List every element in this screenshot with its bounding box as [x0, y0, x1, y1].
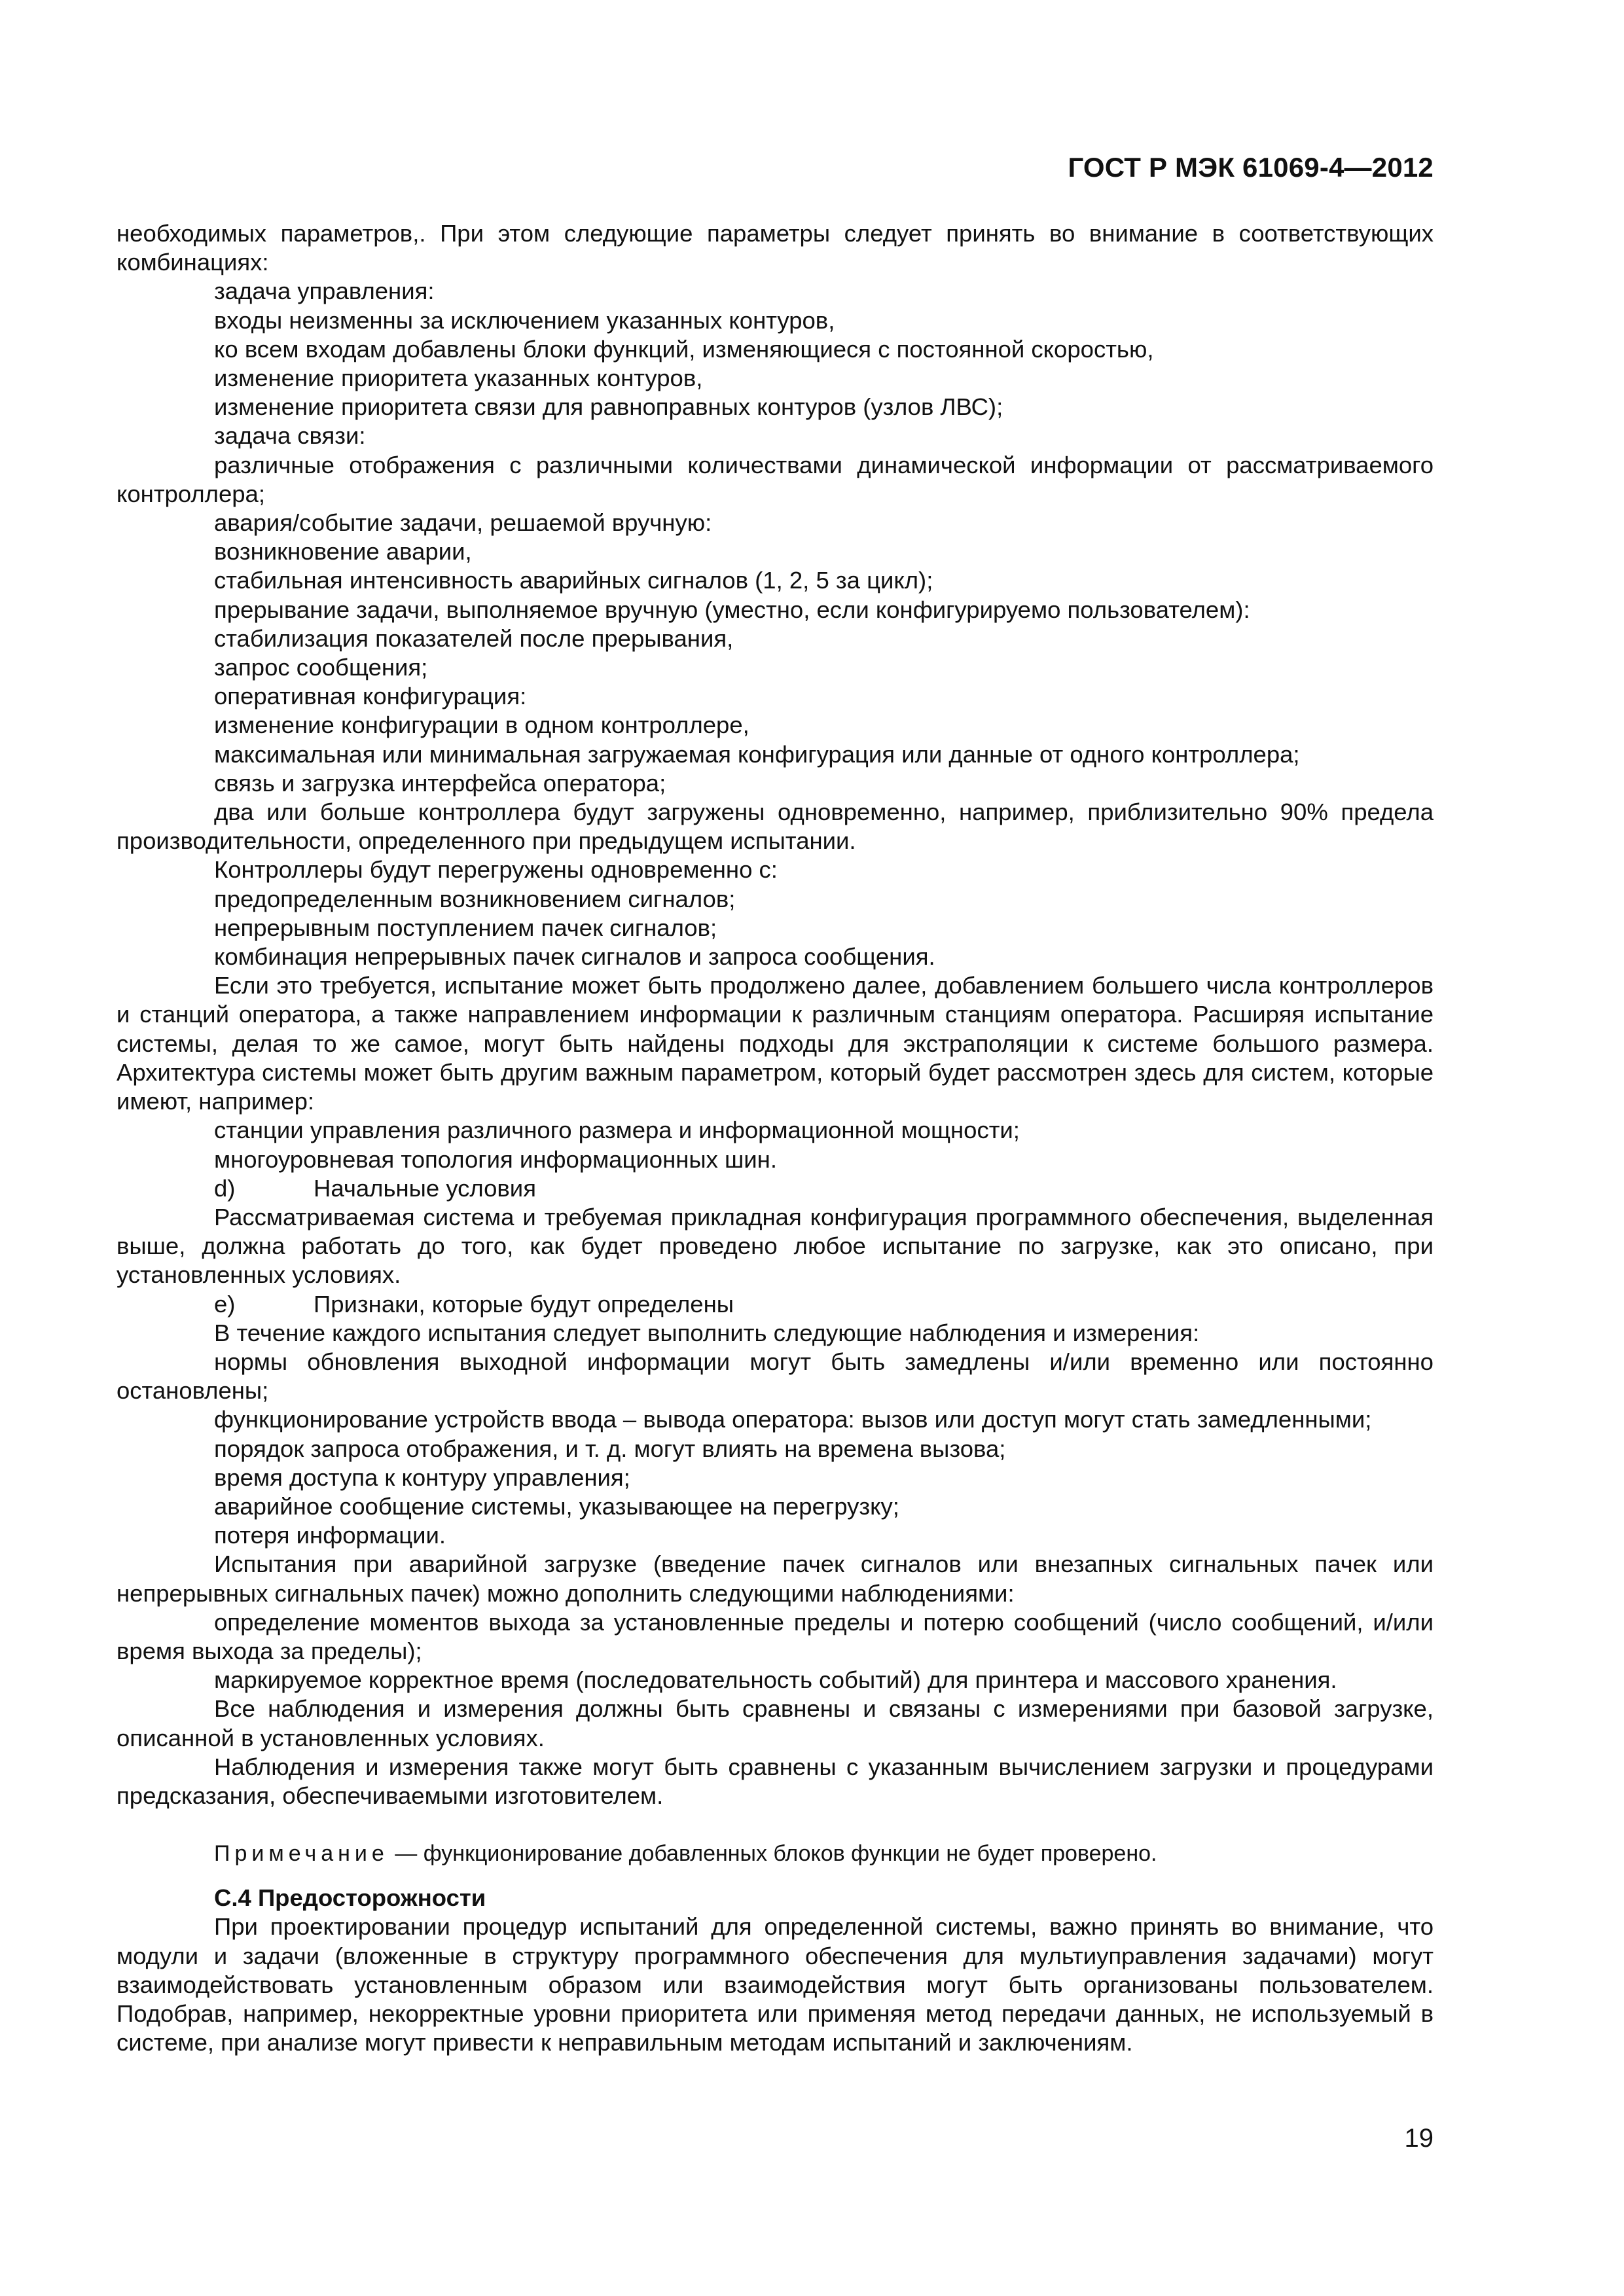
- note: [117, 1839, 1434, 1868]
- note-text: — функционирование добавленных блоков функции не будет проверено.: [395, 1841, 1157, 1867]
- subsection-item: [117, 1174, 1434, 1203]
- paragraph: многоуровневая топология информационных шин.: [214, 1145, 777, 1173]
- paragraph: станции управления различного размера и информационной мощности;: [214, 1117, 1020, 1144]
- paragraph: Испытания при аварийной загрузке (введение пачек сигналов или внезапных сигнальных пачек или непрерывных сигнальных пачек) можно дополнить следующими наблюдениями:: [117, 1551, 1434, 1607]
- paragraph-list: [117, 219, 1434, 1810]
- paragraph: Контроллеры будут перегружены одновременно с:: [214, 856, 778, 884]
- subsection-label: d): [214, 1174, 236, 1202]
- paragraph: предопределенным возникновением сигналов;: [214, 885, 736, 912]
- paragraph: стабильная интенсивность аварийных сигналов (1, 2, 5 за цикл);: [214, 567, 933, 594]
- paragraph: ко всем входам добавлены блоки функций, изменяющиеся с постоянной скоростью,: [214, 335, 1154, 363]
- note-title: Примечание: [214, 1841, 389, 1867]
- document-body: [117, 219, 1434, 2057]
- paragraph: изменение приоритета указанных контуров,: [214, 365, 703, 392]
- paragraph: аварийное сообщение системы, указывающее на перегрузку;: [214, 1492, 899, 1520]
- paragraph: задача связи:: [214, 422, 366, 450]
- document-header: ГОСТ Р МЭК 61069-4—2012: [1068, 152, 1434, 183]
- paragraph: Все наблюдения и измерения должны быть сравнены и связаны с измерениями при базовой загрузке, описанной в установленных условиях.: [117, 1695, 1434, 1751]
- paragraph: непрерывным поступлением пачек сигналов;: [214, 914, 717, 941]
- paragraph: маркируемое корректное время (последовательность событий) для принтера и массового хранения.: [214, 1666, 1337, 1694]
- paragraph: необходимых параметров,. При этом следующие параметры следует принять во внимание в соответствующих комбинациях:: [117, 220, 1434, 276]
- paragraph: два или больше контроллера будут загружены одновременно, например, приблизительно 90% предела производительности, определенного при предыдущем испытании.: [117, 798, 1434, 855]
- paragraph: потеря информации.: [214, 1522, 446, 1549]
- paragraph: В течение каждого испытания следует выполнить следующие наблюдения и измерения:: [214, 1319, 1200, 1346]
- paragraph: запрос сообщения;: [214, 654, 428, 681]
- section-paragraph: При проектировании процедур испытаний для определенной системы, важно принять во внимание, что модули и задачи (вложенные в структуру программного обеспечения для мультиуправления задачами) могут взаимодействовать установленным образом или взаимодействия могут быть организованы пользователем. Подобрав, например, некорректные уровни приоритета или применяя метод передачи данных, не используемый в системе, при анализе могут привести к неправильным методам испытаний и заключениям.: [117, 1913, 1434, 2056]
- paragraph: входы неизменны за исключением указанных контуров,: [214, 306, 835, 334]
- paragraph: стабилизация показателей после прерывания,: [214, 624, 734, 652]
- subsection-title: Начальные условия: [314, 1174, 536, 1202]
- paragraph: изменение конфигурации в одном контроллере,: [214, 711, 749, 739]
- paragraph: Наблюдения и измерения также могут быть сравнены с указанным вычислением загрузки и процедурами предсказания, обеспечиваемыми изготовителем.: [117, 1753, 1434, 1809]
- paragraph: комбинация непрерывных пачек сигналов и запроса сообщения.: [214, 943, 935, 971]
- paragraph: время доступа к контуру управления;: [214, 1463, 630, 1491]
- paragraph: связь и загрузка интерфейса оператора;: [214, 769, 666, 797]
- section-heading: С.4 Предосторожности: [214, 1884, 486, 1912]
- paragraph: авария/событие задачи, решаемой вручную:: [214, 509, 712, 537]
- paragraph: Если это требуется, испытание может быть продолжено далее, добавлением большего числа контроллеров и станций оператора, а также направлением информации к различным станциям оператора. Расширяя испытание системы, делая то же самое, могут быть найдены подходы для экстраполяции к системе большого размера. Архитектура системы может быть другим важным параметром, который будет рассмотрен здесь для систем, которые имеют, например:: [117, 972, 1434, 1115]
- page-number: 19: [1404, 2124, 1434, 2153]
- subsection-item: [117, 1290, 1434, 1319]
- paragraph: изменение приоритета связи для равноправных контуров (узлов ЛВС);: [214, 393, 1003, 421]
- paragraph: прерывание задачи, выполняемое вручную (уместно, если конфигурируемо пользователем):: [214, 596, 1250, 623]
- paragraph: различные отображения с различными количествами динамической информации от рассматриваемого контроллера;: [117, 451, 1434, 507]
- paragraph: Рассматриваемая система и требуемая прикладная конфигурация программного обеспечения, выделенная выше, должна работать до того, как будет проведено любое испытание по загрузке, как это описано, при установленных условиях.: [117, 1203, 1434, 1289]
- paragraph: максимальная или минимальная загружаемая конфигурация или данные от одного контроллера;: [214, 740, 1300, 768]
- paragraph: возникновение аварии,: [214, 538, 472, 565]
- subsection-label: e): [214, 1290, 236, 1318]
- paragraph: оперативная конфигурация:: [214, 683, 527, 710]
- paragraph: задача управления:: [214, 278, 435, 305]
- paragraph: определение моментов выхода за установленные пределы и потерю сообщений (число сообщений, и/или время выхода за пределы);: [117, 1608, 1434, 1664]
- paragraph: нормы обновления выходной информации могут быть замедлены и/или временно или постоянно остановлены;: [117, 1348, 1434, 1405]
- paragraph: порядок запроса отображения, и т. д. могут влиять на времена вызова;: [214, 1435, 1006, 1462]
- subsection-title: Признаки, которые будут определены: [314, 1290, 734, 1318]
- paragraph: функционирование устройств ввода – вывода оператора: вызов или доступ могут стать замедленными;: [214, 1406, 1372, 1433]
